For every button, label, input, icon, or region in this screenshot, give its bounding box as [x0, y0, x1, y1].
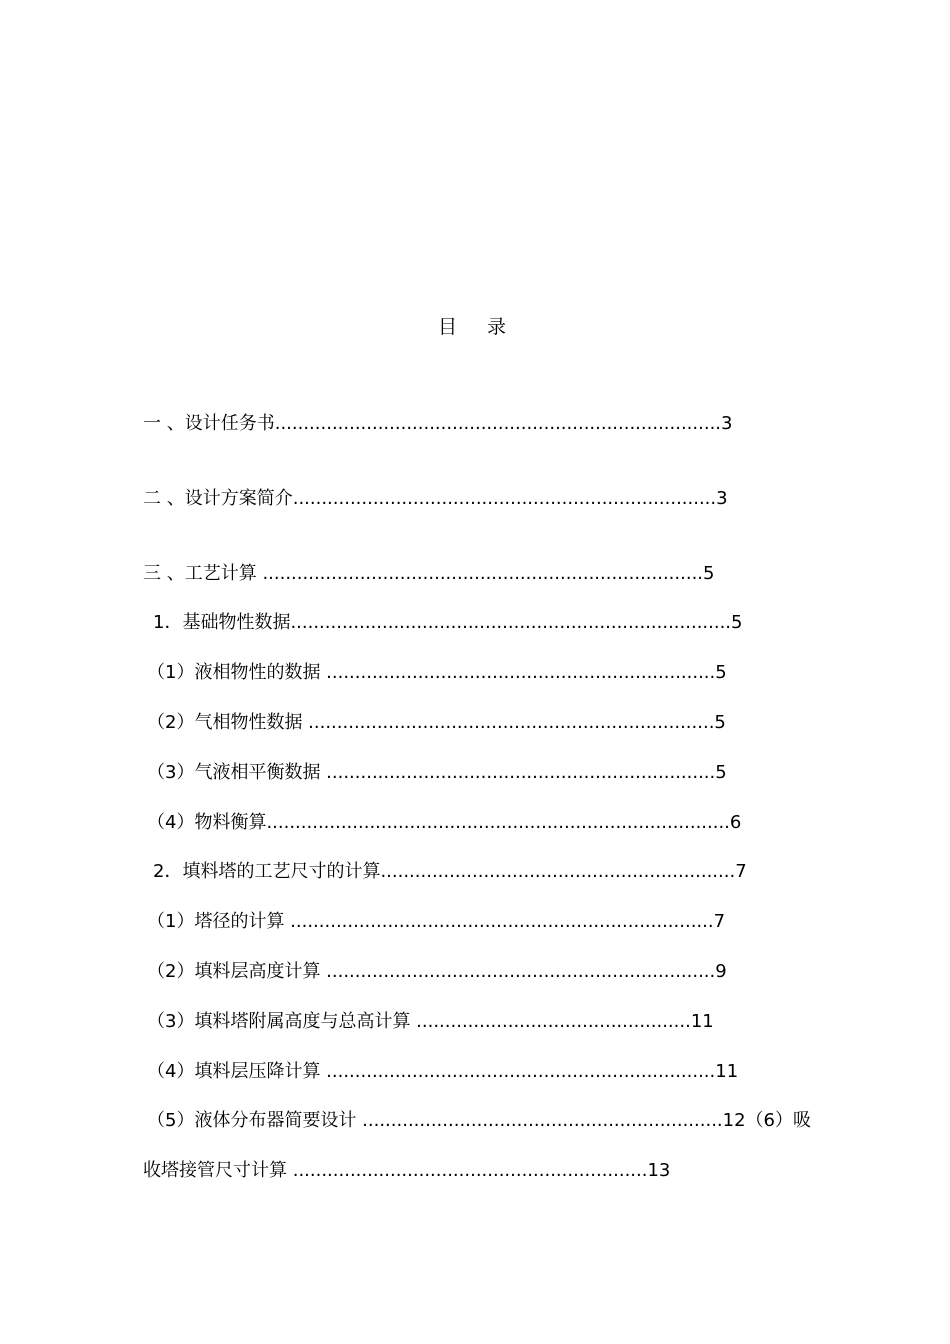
toc-entry-process-calc: 三 、工艺计算 .............................................................................5: [143, 563, 715, 584]
toc-entry-packing-height: （2）填料层高度计算 ....................................................................9: [147, 961, 727, 982]
toc-entry-material-balance: （4）物料衡算.................................................................................6: [147, 812, 742, 833]
toc-entry-liquid-distributor: （5）液体分布器简要设计 ...............................................................12（6）吸: [147, 1110, 811, 1131]
toc-entry-tower-dimensions: 2．填料塔的工艺尺寸的计算..............................................................7: [153, 861, 747, 882]
toc-entry-total-height: （3）填料塔附属高度与总高计算 ................................................11: [147, 1011, 714, 1032]
toc-entry-design-scheme: 二 、设计方案简介..........................................................................3: [143, 488, 728, 509]
toc-entry-equilibrium: （3）气液相平衡数据 ....................................................................5: [147, 762, 727, 783]
toc-entry-physical-data: 1．基础物性数据.............................................................................5: [153, 612, 743, 633]
toc-entry-design-task: 一 、设计任务书..............................................................................3: [143, 413, 733, 434]
toc-entry-liquid-phase: （1）液相物性的数据 ....................................................................5: [147, 662, 727, 683]
toc-entry-tower-diameter: （1）塔径的计算 ..........................................................................7: [147, 911, 726, 932]
toc-entry-gas-phase: （2）气相物性数据 .......................................................................5: [147, 712, 726, 733]
toc-entry-nozzle-sizing: 收塔接管尺寸计算 ..............................................................13: [143, 1160, 671, 1181]
toc-entry-pressure-drop: （4）填料层压降计算 ....................................................................11: [147, 1061, 739, 1082]
toc-title: 目 录: [437, 316, 519, 338]
